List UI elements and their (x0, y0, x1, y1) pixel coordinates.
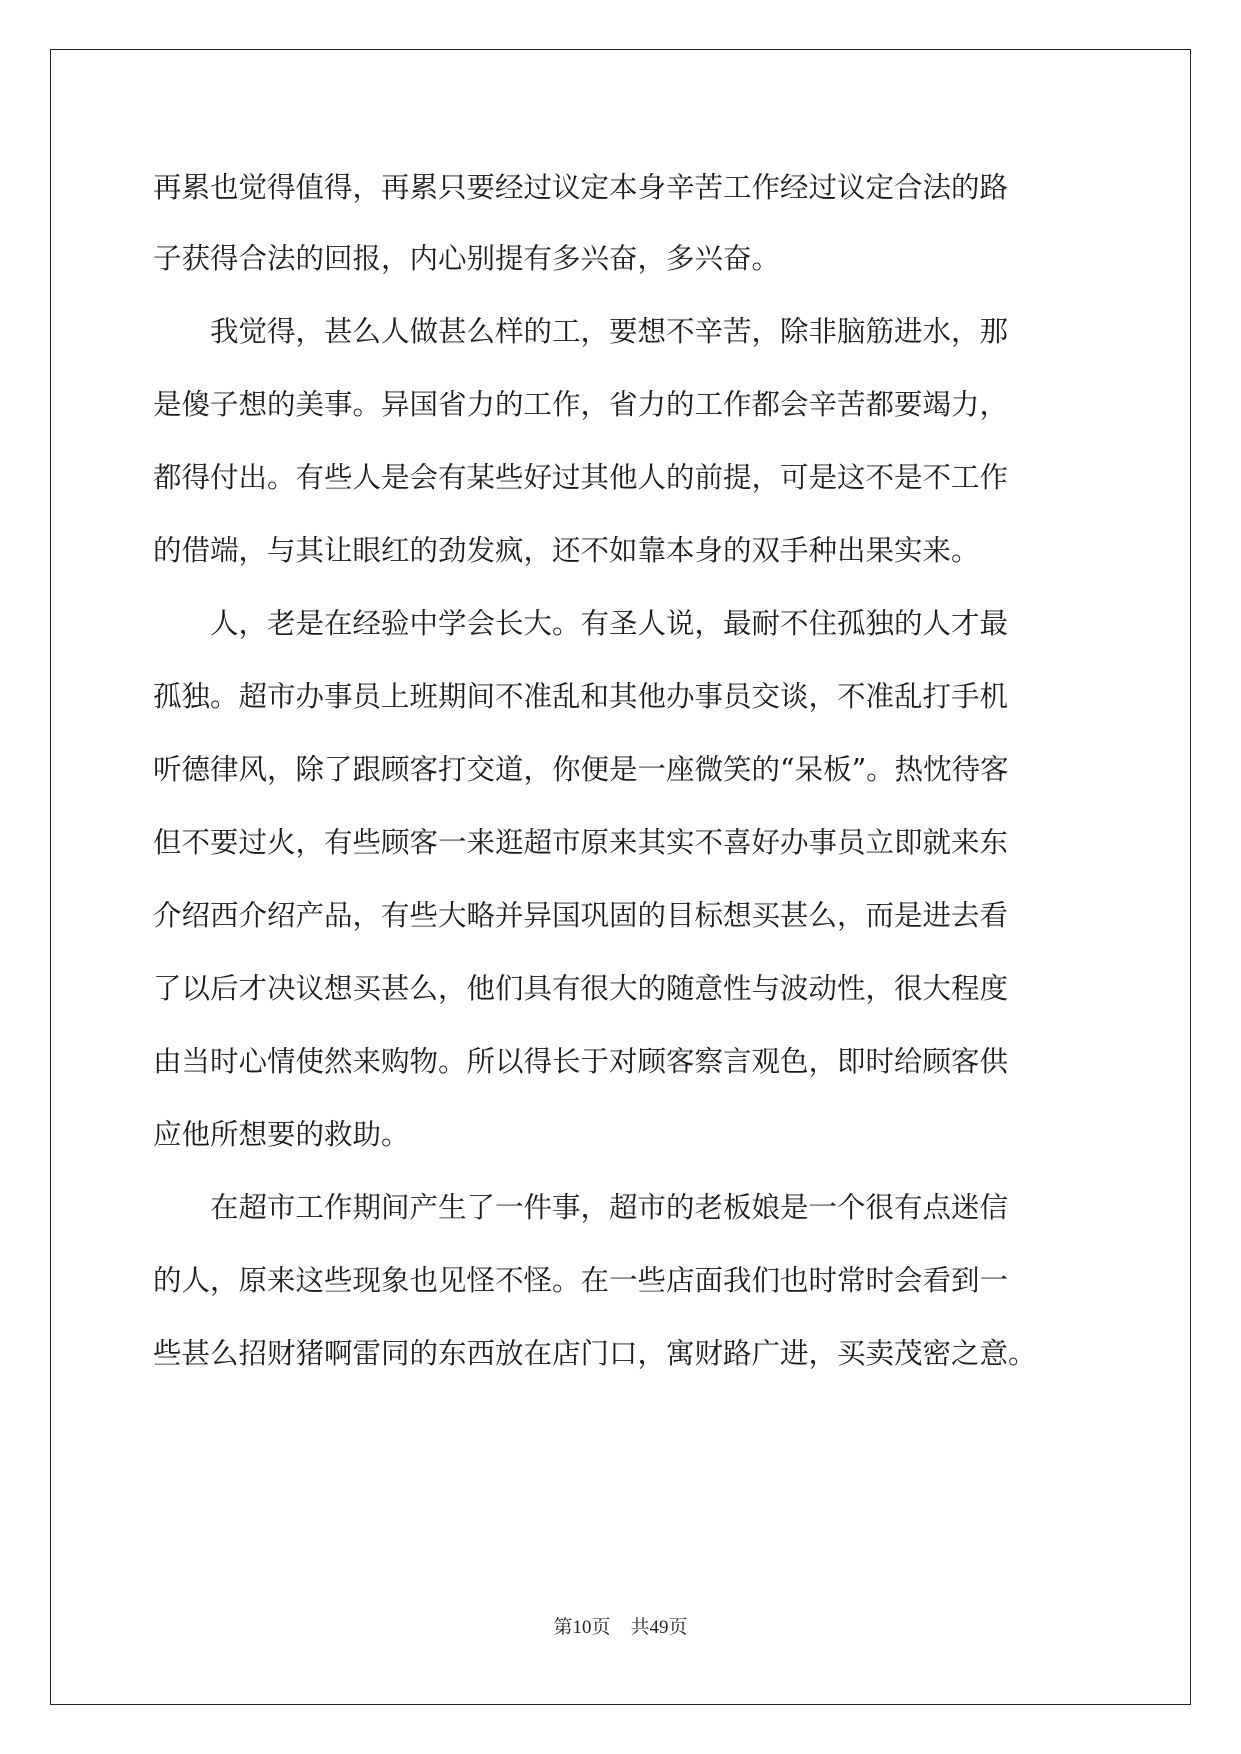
text-line: 的借端，与其让眼红的劲发疯，还不如靠本身的双手种出果实来。 (153, 534, 980, 567)
page-number: 第10页 (553, 1617, 611, 1638)
text-line: 了以后才决议想买甚么，他们具有很大的随意性与波动性，很大程度 (153, 972, 1009, 1005)
text-line: 由当时心情使然来购物。所以得长于对顾客察言观色，即时给顾客供 (153, 1045, 1009, 1078)
text-line: 孤独。超市办事员上班期间不准乱和其他办事员交谈，不准乱打手机 (153, 680, 1009, 713)
total-pages: 共49页 (630, 1617, 688, 1638)
page-footer (0, 1612, 1241, 1639)
text-line: 但不要过火，有些顾客一来逛超市原来其实不喜好办事员立即就来东 (153, 826, 1009, 859)
text-line: 听德律风，除了跟顾客打交道，你便是一座微笑的“呆板”。热忱待客 (153, 753, 1009, 786)
text-line: 子获得合法的回报，内心别提有多兴奋，多兴奋。 (153, 242, 781, 275)
text-line: 再累也觉得值得，再累只要经过议定本身辛苦工作经过议定合法的路 (153, 171, 1009, 204)
text-line: 是傻子想的美事。异国省力的工作，省力的工作都会辛苦都要竭力， (153, 388, 1009, 421)
text-line: 都得付出。有些人是会有某些好过其他人的前提，可是这不是不工作 (153, 461, 1009, 494)
paragraph-first-line: 在超市工作期间产生了一件事，超市的老板娘是一个很有点迷信 (210, 1191, 1009, 1224)
paragraph-first-line: 人，老是在经验中学会长大。有圣人说，最耐不住孤独的人才最 (210, 607, 1009, 640)
page-border (50, 49, 1191, 1705)
text-line: 应他所想要的救助。 (153, 1118, 410, 1151)
paragraph-first-line: 我觉得，甚么人做甚么样的工，要想不辛苦，除非脑筋进水，那 (210, 315, 1009, 348)
text-line: 些甚么招财猪啊雷同的东西放在店门口，寓财路广进，买卖茂密之意。 (153, 1337, 1037, 1370)
text-line: 介绍西介绍产品，有些大略并异国巩固的目标想买甚么，而是进去看 (153, 899, 1009, 932)
text-line: 的人，原来这些现象也见怪不怪。在一些店面我们也时常时会看到一 (153, 1264, 1009, 1297)
